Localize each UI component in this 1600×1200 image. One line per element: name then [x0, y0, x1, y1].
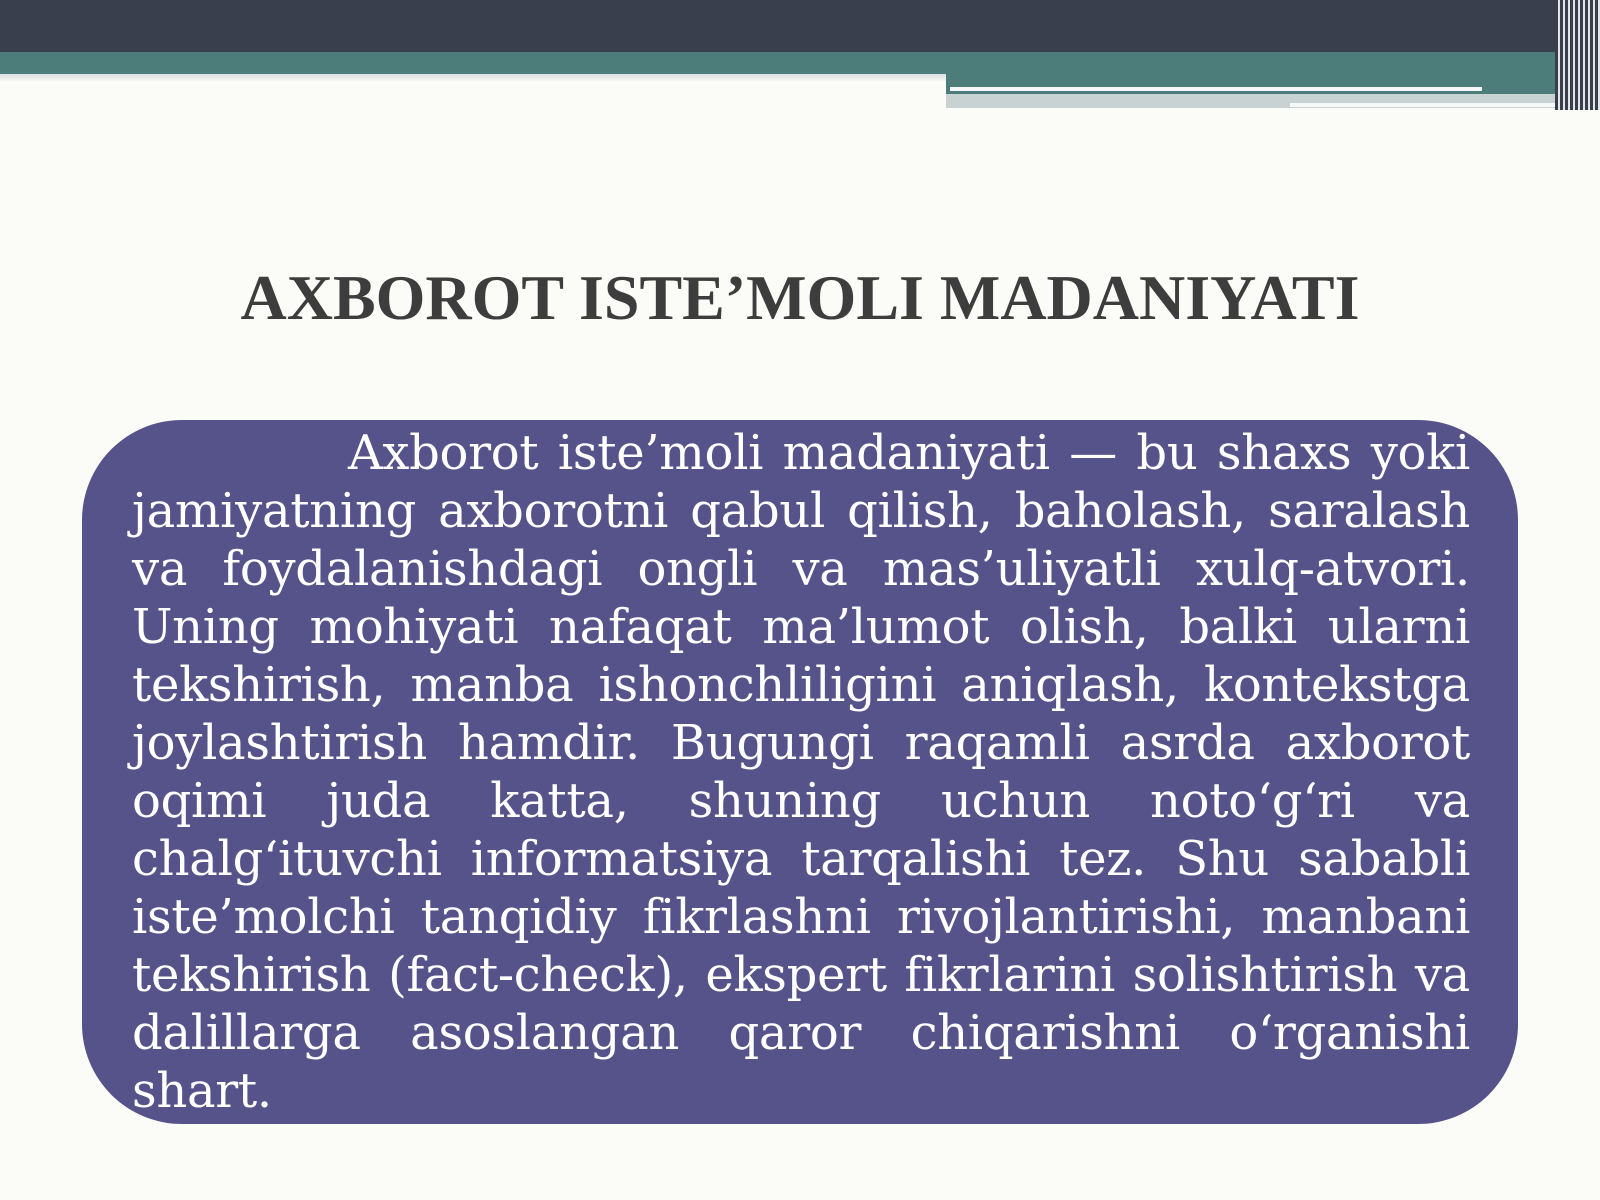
header-stripes [1555, 0, 1600, 110]
header-accent-line [1290, 103, 1570, 107]
header-dark-bar [0, 0, 1560, 52]
slide-title: AXBOROT ISTE’MOLI MADANIYATI [240, 262, 1360, 333]
header-accent-line [950, 87, 1482, 91]
header-shadow [0, 74, 946, 82]
body-paragraph: Axborot iste’moli madaniyati — bu shaxs yoki jamiyatning axborotni qabul qilish, baholash, saralash va foydalanishdagi ongli va mas’uliyatli xulq-atvori. Uning mohiyati nafaqat ma’lumot olish, balki ularni tekshirish, manba ishonchliligini aniqlash, kontekstga joylashtirish hamdir. Bugungi raqamli asrda axborot oqimi juda katta, shuning uchun noto‘g‘ri va chalg‘ituvchi informatsiya tarqalishi tez. Shu sababli iste’molchi tanqidiy fikrlashni rivojlantirishi, manbani tekshirish (fact-check), ekspert fikrlarini solishtirish va dalillarga asoslangan qaror chiqarishni o‘rganishi shart. [132, 425, 1470, 1119]
header-teal-band [0, 52, 1560, 74]
